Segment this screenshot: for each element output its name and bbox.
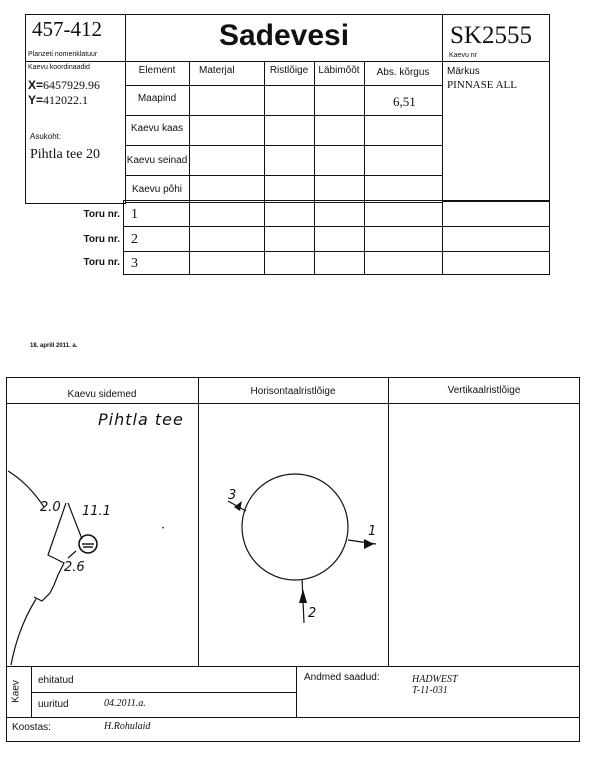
location-value: Pihtla tee 20 (30, 147, 100, 162)
connections-sketch (6, 403, 198, 667)
x-coordinate (28, 78, 100, 93)
road-edge (11, 599, 36, 665)
y-coordinate (28, 93, 88, 108)
horizontal-section-sketch (198, 403, 388, 667)
row-element: Kaevu põhi (131, 184, 183, 195)
pipe-mark: 2 (308, 606, 317, 621)
pipe-label: Toru nr. (83, 257, 120, 268)
panel-divider (388, 377, 389, 667)
data-source-value: HADWEST (412, 674, 458, 685)
well-id: SK2555 (450, 22, 532, 49)
svg-text:•: • (162, 526, 165, 532)
data-source-value: T-11-031 (412, 685, 448, 696)
pipe-mark: 1 (368, 524, 377, 539)
row-line (123, 251, 550, 252)
pipe-number: 1 (131, 207, 138, 222)
panel-title-connections: Kaevu sidemed (67, 389, 137, 400)
row-element: Maapind (137, 93, 177, 104)
built-label: ehitatud (38, 675, 74, 686)
dim-label: 11.1 (82, 504, 111, 519)
well-id-caption: Kaevu nr (449, 52, 478, 59)
remarks-value: PINNASE ALL (447, 79, 517, 91)
divider (6, 717, 580, 718)
row-line (125, 175, 443, 176)
survey-date: 18. aprill 2011. a. (30, 343, 78, 349)
dim-label: 2.0 (40, 500, 61, 515)
document-title: Sadevesi (218, 19, 350, 52)
panel-title-horizontal: Horisontaalristlõige (250, 386, 336, 397)
arrow-icon (364, 539, 374, 549)
coords-caption: Kaevu koordinaadid (28, 64, 90, 71)
ground-abs-height: 6,51 (393, 94, 416, 109)
col-header-diameter: Läbimõõt (318, 65, 360, 76)
pipe-mark: 3 (228, 488, 237, 503)
street-note: Pihtla tee (98, 410, 184, 429)
left-info-box (25, 14, 126, 204)
divider (31, 692, 296, 693)
x-label: X= (28, 78, 44, 92)
divider (25, 61, 126, 62)
pipe-label: Toru nr. (83, 209, 120, 220)
col-header-cross-section: Ristlõige (269, 65, 309, 76)
well-outline (242, 474, 348, 580)
remarks-label: Märkus (447, 66, 480, 77)
pipe-number: 3 (131, 256, 138, 271)
panel-title-vertical: Vertikaalristlõige (447, 385, 521, 396)
pipe-label: Toru nr. (83, 234, 120, 245)
author-label: Koostas: (12, 722, 51, 733)
row-line (125, 85, 443, 86)
curb-curve (8, 471, 44, 507)
dim-label: 2.6 (64, 560, 85, 575)
row-element: Kaevu kaas (130, 123, 184, 134)
row-line (123, 226, 550, 227)
divider (296, 666, 297, 717)
map-sheet-code: 457-412 (32, 17, 102, 41)
side-label-well: Kaev (10, 680, 22, 703)
y-label: Y= (28, 93, 44, 107)
tie-line (34, 503, 66, 601)
map-sheet-caption: Planzeti nomenklatuur (28, 51, 98, 58)
col-header-abs-height: Abs. kõrgus (376, 67, 430, 78)
row-line (125, 145, 443, 146)
x-value: 6457929.96 (43, 78, 101, 92)
row-line (125, 115, 443, 116)
tie-line (68, 503, 82, 539)
arrow-icon (299, 589, 307, 603)
author-value: H.Rohulaid (104, 721, 151, 732)
y-value: 412022.1 (43, 93, 89, 107)
location-caption: Asukoht: (30, 132, 62, 141)
footer-frame (6, 666, 580, 742)
surveyed-value: 04.2011.a. (104, 698, 146, 709)
col-header-element: Element (138, 65, 176, 76)
pipe-table (123, 200, 550, 275)
pipe-number: 2 (131, 232, 138, 247)
divider (442, 61, 550, 62)
data-source-label: Andmed saadud: (304, 672, 380, 683)
col-header-material: Materjal (199, 65, 235, 76)
surveyed-label: uuritud (38, 699, 69, 710)
row-element: Kaevu seinad (126, 155, 188, 166)
